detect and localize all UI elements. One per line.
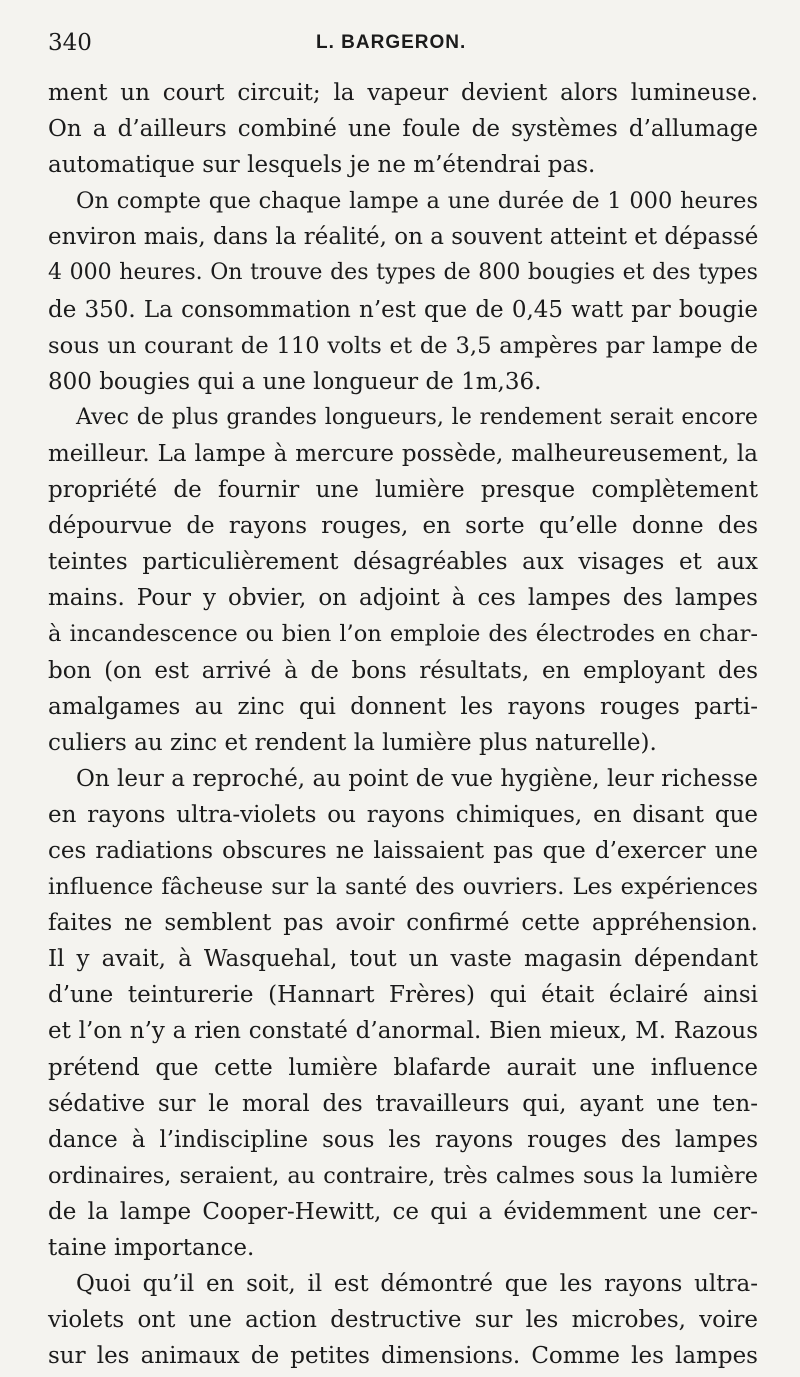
text-line: dance à l’indiscipline sous les rayons rouges des lampes <box>48 1126 758 1153</box>
page-header <box>48 30 758 70</box>
text-line: ordinaires, seraient, au contraire, très calmes sous la lumière <box>48 1162 758 1189</box>
text-line: On compte que chaque lampe a une durée de 1 000 heures <box>76 188 758 215</box>
text-line: influence fâcheuse sur la santé des ouvriers. Les expériences <box>48 874 758 901</box>
text-line: amalgames au zinc qui donnent les rayons rouges parti- <box>48 693 758 720</box>
text-line: et l’on n’y a rien constaté d’anormal. Bien mieux, M. Razous <box>48 1018 758 1045</box>
text-line: taine importance. <box>48 1235 255 1261</box>
text-line: dépourvue de rayons rouges, en sorte qu’elle donne des <box>48 513 758 540</box>
page-number: 340 <box>48 30 92 56</box>
text-line: sur les animaux de petites dimensions. Comme les lampes <box>48 1343 758 1370</box>
text-line: à incandescence ou bien l’on emploie des électrodes en char- <box>48 621 758 648</box>
text-line: bon (on est arrivé à de bons résultats, en employant des <box>48 657 758 684</box>
text-line: meilleur. La lampe à mercure possède, malheureusement, la <box>48 440 758 467</box>
text-line: automatique sur lesquels je ne m’étendrai pas. <box>48 152 596 179</box>
text-line: sous un courant de 110 volts et de 3,5 ampères par lampe de <box>48 332 758 359</box>
text-line: faites ne semblent pas avoir confirmé cette appréhension. <box>48 910 758 937</box>
text-line: On a d’ailleurs combiné une foule de systèmes d’allumage <box>48 116 758 143</box>
text-line: culiers au zinc et rendent la lumière plus naturelle). <box>48 729 657 756</box>
text-line: ment un court circuit; la vapeur devient alors lumineuse. <box>48 80 758 106</box>
text-line: violets ont une action destructive sur les microbes, voire <box>48 1307 758 1334</box>
text-line: 800 bougies qui a une longueur de 1m,36. <box>48 368 542 395</box>
text-line: propriété de fournir une lumière presque complètement <box>48 477 758 504</box>
text-line: prétend que cette lumière blafarde aurait une influence <box>48 1054 758 1081</box>
text-line: d’une teinturerie (Hannart Frères) qui était éclairé ainsi <box>48 982 758 1009</box>
text-line: Il y avait, à Wasquehal, tout un vaste magasin dépendant <box>48 946 758 973</box>
text-line: teintes particulièrement désagréables aux visages et aux <box>48 549 758 576</box>
text-line: Quoi qu’il en soit, il est démontré que les rayons ultra- <box>76 1271 758 1298</box>
text-line: mains. Pour y obvier, on adjoint à ces lampes des lampes <box>48 585 758 612</box>
text-line: 4 000 heures. On trouve des types de 800 bougies et des types <box>48 260 758 286</box>
text-line: On leur a reproché, au point de vue hygiène, leur richesse <box>76 765 758 792</box>
text-line: ces radiations obscures ne laissaient pas que d’exercer une <box>48 837 758 864</box>
text-line: en rayons ultra-violets ou rayons chimiques, en disant que <box>48 801 758 828</box>
running-head: L. BARGERON. <box>316 32 467 53</box>
text-line: de 350. La consommation n’est que de 0,45 watt par bougie <box>48 296 758 323</box>
body-text <box>48 75 758 1374</box>
text-line: Avec de plus grandes longueurs, le rendement serait encore <box>76 404 758 430</box>
text-line: environ mais, dans la réalité, on a souvent atteint et dépassé <box>48 224 759 251</box>
text-line: de la lampe Cooper-Hewitt, ce qui a évidemment une cer- <box>48 1198 758 1225</box>
text-line: sédative sur le moral des travailleurs qui, ayant une ten- <box>48 1090 758 1117</box>
